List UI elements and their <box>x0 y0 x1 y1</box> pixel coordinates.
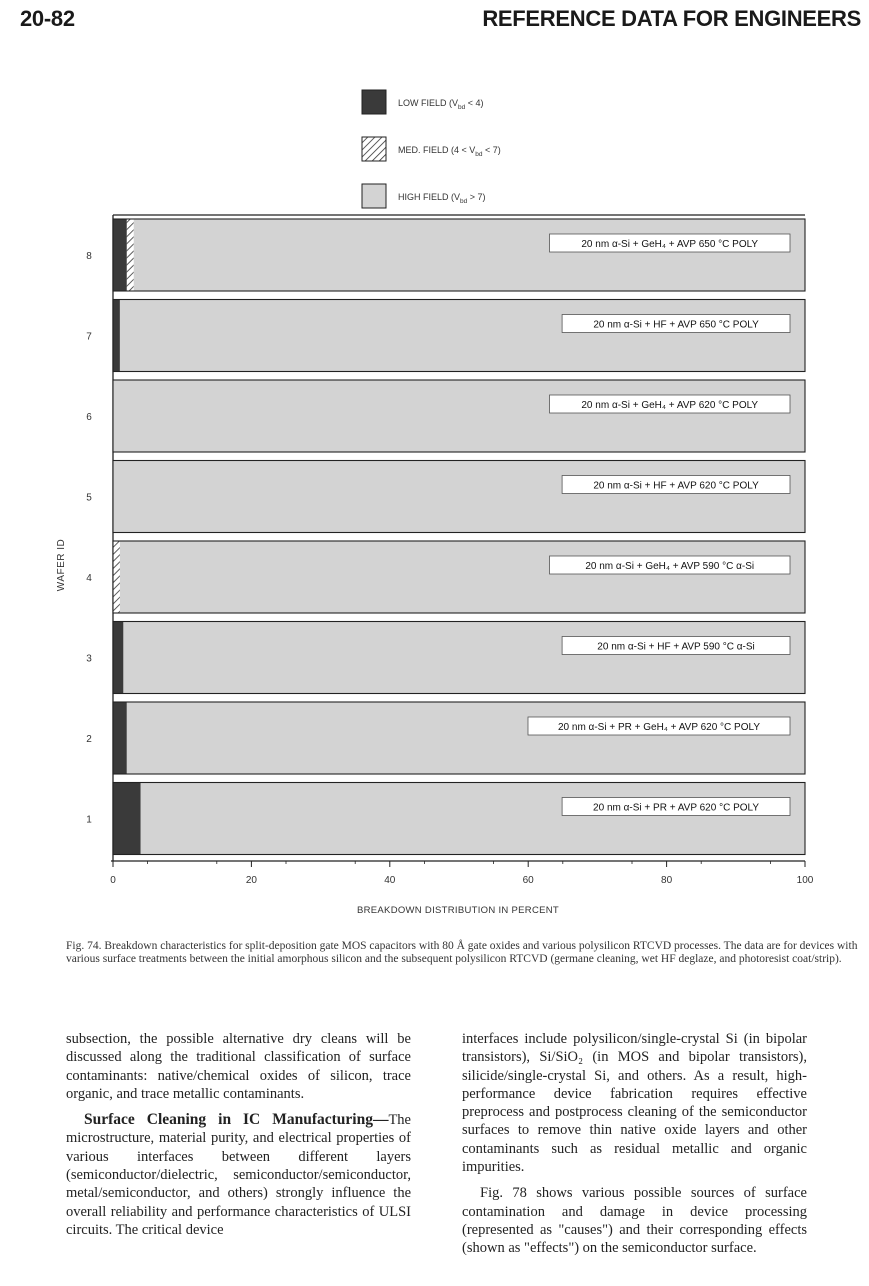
x-tick-label: 80 <box>661 875 673 886</box>
x-axis <box>110 861 814 886</box>
bar-label-7: 20 nm α-Si + HF + AVP 650 °C POLY <box>593 319 759 331</box>
chart-legend <box>362 90 501 208</box>
y-tick-label: 1 <box>86 814 92 826</box>
y-tick-label: 4 <box>86 573 92 584</box>
bar-label-8: 20 nm α-Si + GeH₄ + AVP 650 °C POLY <box>581 239 759 250</box>
bar-label-2: 20 nm α-Si + PR + GeH₄ + AVP 620 °C POLY <box>557 722 761 733</box>
bar-4-med-field <box>113 541 120 613</box>
paragraph: subsection, the possible alternative dry cleans will be discussed along the traditional classification of surface contaminants: native/chemical oxides of silicon, trace organic, and trace metallic contaminants. <box>66 1031 411 1102</box>
body-column-left <box>66 1030 411 1247</box>
legend-label-1: MED. FIELD $(4 < V_{bd} < 7)$ <box>398 145 501 158</box>
y-tick-label: 2 <box>86 734 92 745</box>
paragraph: Fig. 78 shows various possible sources of surface contamination and damage in device processing (represented as "causes") and their corresponding effects (shown as "effects") on the semiconductor surface. <box>462 1185 807 1257</box>
bar-7-high-field <box>120 300 805 372</box>
legend-swatch-2 <box>362 184 386 208</box>
y-tick-label: 7 <box>86 331 92 343</box>
section-heading: Surface Cleaning in IC Manufacturing— <box>84 1111 389 1129</box>
x-tick-label: 40 <box>384 875 396 886</box>
bar-7-low-field <box>113 300 120 372</box>
bar-label-3: 20 nm α-Si + HF + AVP 590 °C α-Si <box>597 641 755 653</box>
bar-3-low-field <box>113 622 123 694</box>
legend-label-0: LOW FIELD $(V_{bd} < 4)$ <box>398 98 484 111</box>
y-tick-label: 5 <box>86 492 92 504</box>
x-axis-label: BREAKDOWN DISTRIBUTION IN PERCENT <box>356 905 560 916</box>
x-tick-label: 0 <box>110 875 116 886</box>
bar-2-low-field <box>113 702 127 774</box>
bar-3-high-field <box>123 622 805 694</box>
bar-1-high-field <box>141 783 805 855</box>
bar-2-high-field <box>127 702 805 774</box>
plot-area <box>86 215 805 861</box>
running-title: REFERENCE DATA FOR ENGINEERS <box>482 6 861 31</box>
legend-label-2: HIGH FIELD $(V_{bd} > 7)$ <box>398 192 486 205</box>
y-tick-label: 8 <box>86 251 92 262</box>
x-tick-label: 20 <box>245 875 257 886</box>
x-tick-label: 60 <box>522 875 534 886</box>
body-column-right <box>462 1030 807 1266</box>
paragraph: Surface Cleaning in IC Manufacturing—The microstructure, material purity, and electrical properties of various interfaces between different layers (semiconductor/dielectric, semiconductor/semiconductor, metal/semiconductor, and others) strongly influence the overall reliability and performance characteristics of ULSI circuits. The critical device <box>66 1111 411 1238</box>
bar-1-low-field <box>113 783 141 855</box>
bar-label-6: 20 nm α-Si + GeH₄ + AVP 620 °C POLY <box>581 400 759 411</box>
bar-label-4: 20 nm α-Si + GeH₄ + AVP 590 °C α-Si <box>585 561 755 572</box>
page-number: 20-82 <box>20 6 75 31</box>
bar-8-low-field <box>113 219 127 291</box>
bar-8-med-field <box>127 219 134 291</box>
bar-4-high-field <box>120 541 805 613</box>
bar-label-1: 20 nm α-Si + PR + AVP 620 °C POLY <box>593 802 760 814</box>
legend-swatch-1 <box>362 137 386 161</box>
bar-8-high-field <box>134 219 805 291</box>
breakdown-chart <box>0 80 869 930</box>
bar-6-high-field <box>113 380 805 452</box>
paragraph: interfaces include polysilicon/single-crystal Si (in bipolar transistors), Si/SiO₂ (in MOS and bipolar transistors), silicide/single-crystal Si, and others. As a result, high-performance device fabrication requires effective preprocess and postprocess cleaning of the semiconductor surfaces to remove thin native oxide layers and other contaminants such as residual metallic and organic impurities. <box>462 1031 807 1176</box>
y-axis-label: WAFER ID <box>56 538 67 592</box>
figure-caption <box>66 940 861 966</box>
bar-5-high-field <box>113 461 805 533</box>
x-tick-label: 100 <box>796 875 814 886</box>
bar-label-5: 20 nm α-Si + HF + AVP 620 °C POLY <box>593 480 759 492</box>
legend-swatch-0 <box>362 90 386 114</box>
y-tick-label: 3 <box>86 653 92 665</box>
y-tick-label: 6 <box>86 412 92 423</box>
caption-text: Fig. 74. Breakdown characteristics for split-deposition gate MOS capacitors with 80 Å gate oxides and various polysilicon RTCVD processes. The data are for devices with various surface treatments between the initial amorphous silicon and the subsequent polysilicon RTCVD (germane cleaning, wet HF deglaze, and photoresist coat/strip). <box>66 940 858 965</box>
